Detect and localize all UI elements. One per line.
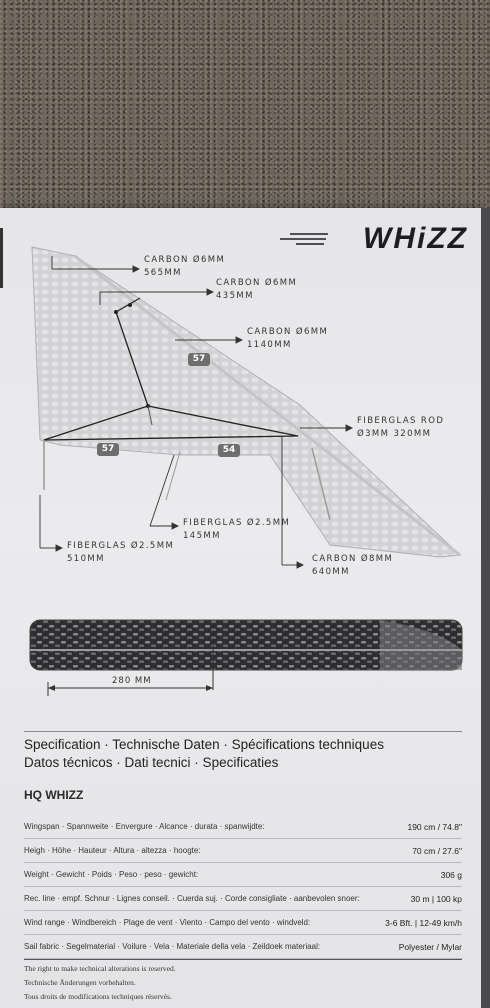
spec-label: Weight · Gewicht · Poids · Peso · peso · gewicht: <box>24 863 380 887</box>
table-row <box>24 839 462 863</box>
part-label-leading-edge: CARBON Ø6MM 1140MM <box>247 327 329 350</box>
connector-badge: 57 <box>97 443 119 456</box>
spec-value: Polyester / Mylar <box>380 935 462 959</box>
spec-value: 306 g <box>380 863 462 887</box>
part-label-lower-spar: CARBON Ø8MM 640MM <box>312 554 394 577</box>
part-label-standoff-long: FIBERGLAS Ø2.5MM 510MM <box>67 541 175 564</box>
part-label-standoff-short: FIBERGLAS Ø2.5MM 145MM <box>183 518 291 541</box>
table-row <box>24 815 462 839</box>
spec-heading: Specification · Technische Daten · Spécifications techniques Datos técnicos · Dati tecnici · Specificaties <box>24 737 384 770</box>
brand-logo: WHiZZ <box>363 222 468 255</box>
spec-value: 70 cm / 27.6" <box>380 839 462 863</box>
measurement-label: 280 MM <box>112 676 152 686</box>
connector-badge: 57 <box>188 353 210 366</box>
table-row <box>24 935 462 959</box>
spec-label: Heigh · Höhe · Hauteur · Altura · altezza · hoogte: <box>24 839 380 863</box>
note-line: Tous droits de modifications techniques réservés. <box>24 992 172 1001</box>
spec-label: Wind range · Windbereich · Plage de vent · Viento · Campo del vento · windveld: <box>24 911 380 935</box>
spec-label: Wingspan · Spannweite · Envergure · Alcance · durata · spanwijdte: <box>24 815 380 839</box>
part-label-fiberglas-rod: FIBERGLAS ROD Ø3MM 320MM <box>357 416 445 439</box>
divider <box>24 959 462 960</box>
spec-value: 3-6 Bft. | 12-49 km/h <box>380 911 462 935</box>
part-label-spine: CARBON Ø6MM 435MM <box>216 278 298 301</box>
spec-label: Rec. line · empf. Schnur · Lignes conseil. · Cuerda suj. · Corde consigliate · aanbevolen snoer: <box>24 887 380 911</box>
table-row <box>24 863 462 887</box>
note-line: The right to make technical alterations is reserved. <box>24 964 176 973</box>
table-row <box>24 887 462 911</box>
note-line: Technische Änderungen vorbehalten. <box>24 978 136 987</box>
legal-notes <box>24 962 464 1004</box>
part-label-upper-spar: CARBON Ø6MM 565MM <box>144 255 226 278</box>
table-row <box>24 911 462 935</box>
divider <box>24 731 462 732</box>
spec-value: 190 cm / 74.8" <box>380 815 462 839</box>
spec-table <box>24 815 462 959</box>
model-name: HQ WHIZZ <box>24 788 84 802</box>
connector-badge: 54 <box>218 444 240 457</box>
spec-value: 30 m | 100 kp <box>380 887 462 911</box>
spec-label: Sail fabric · Segelmaterial · Voilure · Vela · Materiale della vela · Zeildoek materiaal: <box>24 935 380 959</box>
